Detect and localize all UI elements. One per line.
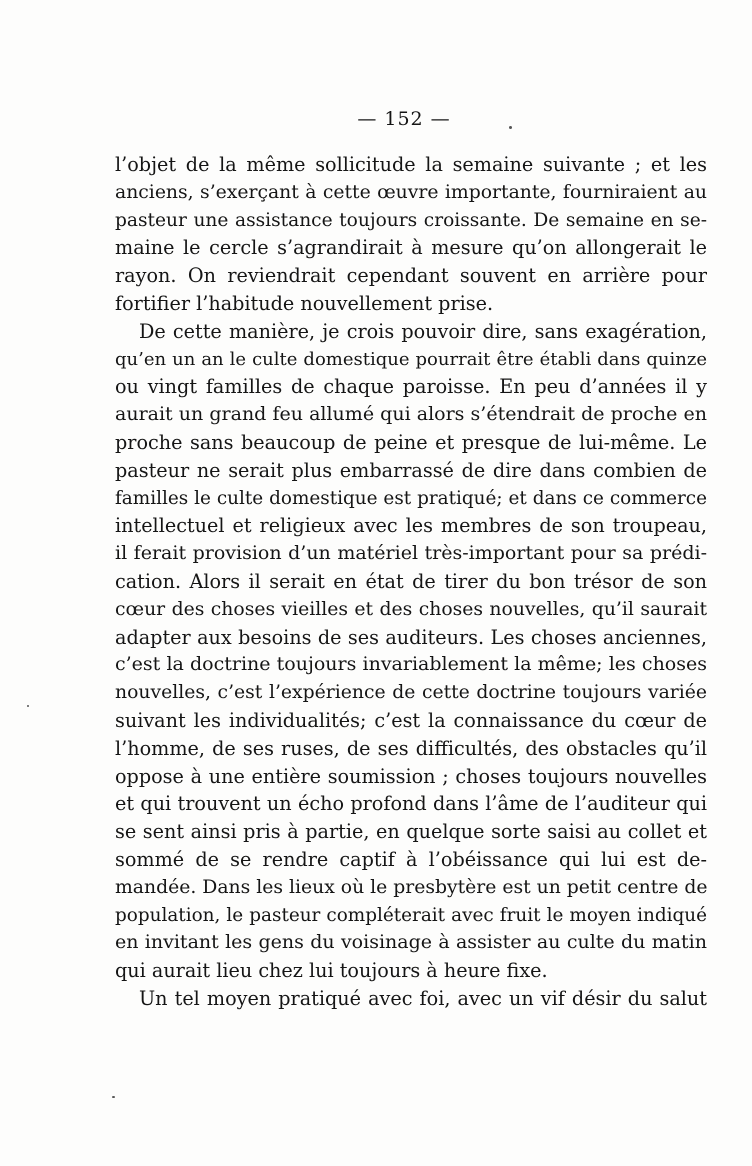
paragraph-3 [115, 985, 707, 1013]
text-line: se sent ainsi pris à partie, en quelque sorte saisi au collet et [115, 820, 707, 844]
page-number: — 152 — [357, 108, 451, 130]
print-speck [509, 126, 512, 129]
text-line: adapter aux besoins de ses auditeurs. Les choses anciennes, [115, 625, 707, 649]
text-line: intellectuel et religieux avec les membres de son troupeau, [115, 514, 707, 538]
print-speck [27, 705, 29, 707]
text-line: familles le culte domestique est pratiqué; et dans ce commerce [115, 487, 707, 509]
text-line: proche sans beaucoup de peine et presque de lui-même. Le [115, 430, 707, 454]
text-line: il ferait provision d’un matériel très-important pour sa prédi- [115, 542, 707, 565]
text-line: rayon. On reviendrait cependant souvent en arrière pour [115, 264, 707, 288]
text-line: aurait un grand feu allumé qui alors s’étendrait de proche en [115, 403, 707, 426]
text-line: qui aurait lieu chez lui toujours à heure fixe. [115, 959, 548, 983]
text-line: oppose à une entière soumission ; choses toujours nouvelles [115, 764, 707, 788]
text-line: mandée. Dans les lieux où le presbytère est un petit centre de [115, 876, 707, 898]
text-line: suivant les individualités; c’est la connaissance du cœur de [115, 708, 707, 732]
text-line: pasteur une assistance toujours croissante. De semaine en se- [115, 209, 707, 231]
body-text [115, 151, 707, 1013]
paragraph-2 [115, 318, 707, 985]
text-line: en invitant les gens du voisinage à assister au culte du matin [115, 931, 707, 954]
text-line: De cette manière, je crois pouvoir dire, sans exagération, [139, 319, 707, 343]
text-line: ou vingt familles de chaque paroisse. En peu d’années il y [115, 375, 707, 399]
text-line: l’homme, de ses ruses, de ses difficultés, des obstacles qu’il [115, 736, 707, 760]
text-line: Un tel moyen pratiqué avec foi, avec un vif désir du salut [139, 986, 707, 1010]
text-line: sommé de se rendre captif à l’obéissance qui lui est de- [115, 847, 707, 871]
text-line: c’est la doctrine toujours invariablement la même; les choses [115, 653, 707, 676]
text-line: maine le cercle s’agrandirait à mesure qu’on allongerait le [115, 236, 707, 260]
text-line: anciens, s’exerçant à cette œuvre importante, fourniraient au [115, 181, 707, 203]
text-line: l’objet de la même sollicitude la semaine suivante ; et les [115, 153, 707, 176]
paragraph-1 [115, 151, 707, 318]
text-line: nouvelles, c’est l’expérience de cette doctrine toujours variée [115, 682, 707, 704]
text-line: qu’en un an le culte domestique pourrait être établi dans quinze [115, 348, 707, 370]
text-line: fortifier l’habitude nouvellement prise. [115, 291, 494, 315]
print-speck [112, 1096, 115, 1098]
text-line: population, le pasteur compléterait avec fruit le moyen indiqué [115, 904, 707, 926]
text-line: cœur des choses vieilles et des choses nouvelles, qu’il saurait [115, 598, 707, 620]
text-line: pasteur ne serait plus embarrassé de dire dans combien de [115, 458, 707, 482]
text-line: et qui trouvent un écho profond dans l’âme de l’auditeur qui [115, 792, 707, 816]
text-line: cation. Alors il serait en état de tirer du bon trésor de son [115, 569, 707, 593]
